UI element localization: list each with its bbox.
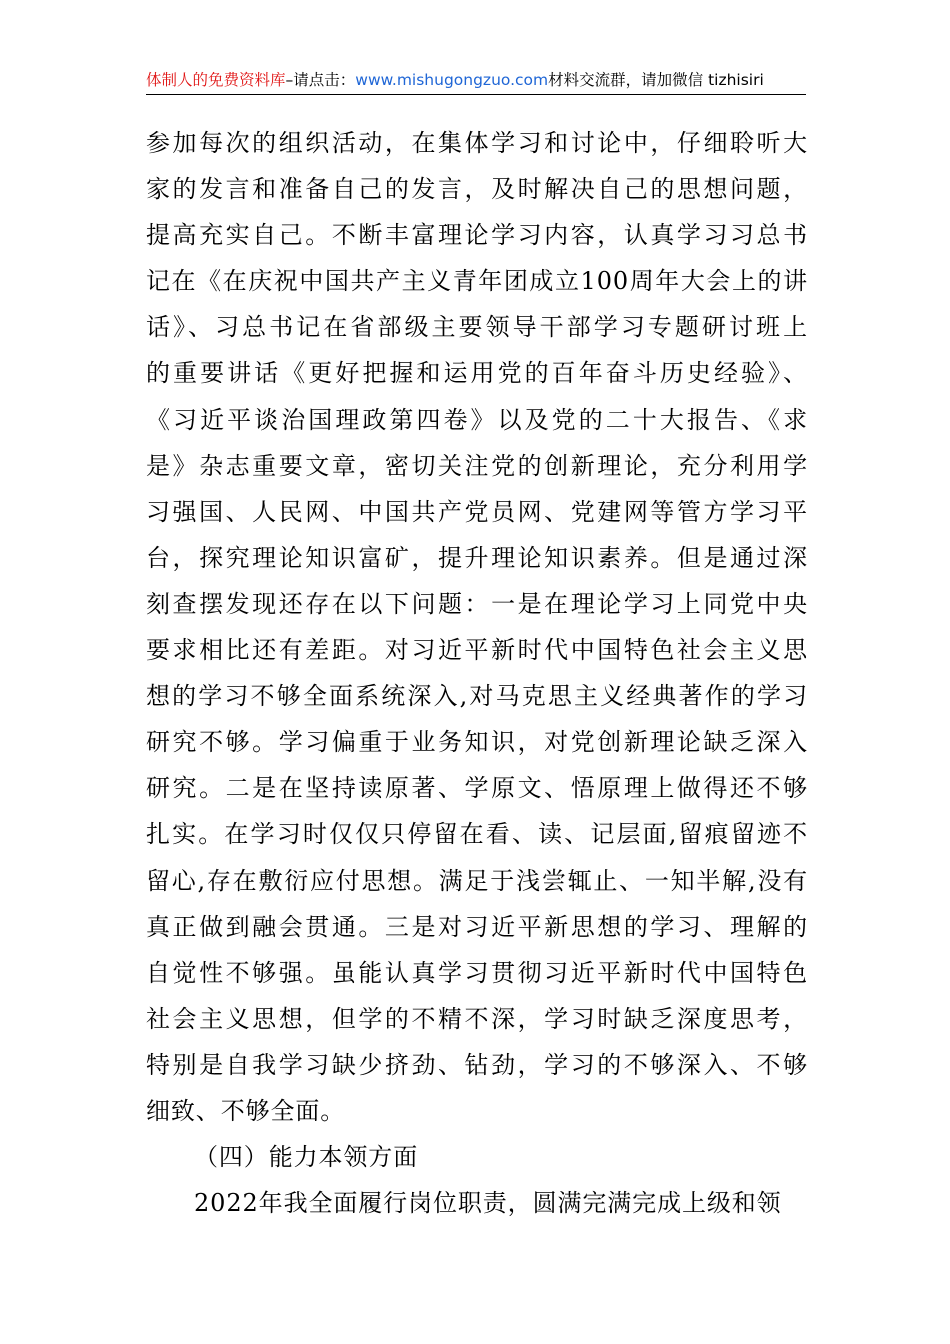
body-line: 提高充实自己。不断丰富理论学习内容，认真学习习总书: [146, 221, 808, 250]
body-line: 台，探究理论知识富矿，提升理论知识素养。但是通过深: [146, 543, 808, 572]
body-line: 留心,存在敷衍应付思想。满足于浅尝辄止、一知半解,没有: [146, 866, 808, 895]
header-url-link[interactable]: www.mishugongzuo.com: [355, 71, 549, 89]
document-body: [146, 120, 808, 1226]
body-line: 自觉性不够强。虽能认真学习贯彻习近平新时代中国特色: [146, 958, 808, 987]
body-line: 真正做到融会贯通。三是对习近平新思想的学习、理解的: [146, 912, 808, 941]
section-heading: （四）能力本领方面: [194, 1143, 419, 1172]
body-line: 研究不够。学习偏重于业务知识，对党创新理论缺乏深入: [146, 728, 808, 757]
body-line: 家的发言和准备自己的发言，及时解决自己的思想问题，: [146, 175, 808, 204]
body-line: 特别是自我学习缺少挤劲、钻劲，学习的不够深入、不够: [146, 1050, 808, 1079]
body-line: 扎实。在学习时仅仅只停留在看、读、记层面,留痕留迹不: [146, 820, 808, 849]
header-click-prompt: –请点击：: [285, 71, 356, 89]
body-line: 参加每次的组织活动，在集体学习和讨论中，仔细聆听大: [146, 129, 808, 157]
body-line: 想的学习不够全面系统深入,对马克思主义经典著作的学习: [146, 682, 808, 711]
body-line: 的重要讲话《更好把握和运用党的百年奋斗历史经验》、: [146, 359, 808, 388]
body-line-last: 细致、不够全面。: [146, 1096, 346, 1125]
header-site-name: 体制人的免费资料库: [146, 71, 286, 89]
header-contact-note: 材料交流群，请加微信 tizhisiri: [548, 71, 764, 89]
body-line: 刻查摆发现还存在以下问题：一是在理论学习上同党中央: [146, 589, 808, 618]
body-line: 话》、习总书记在省部级主要领导干部学习专题研讨班上: [146, 313, 808, 342]
body-line: 社会主义思想，但学的不精不深，学习时缺乏深度思考，: [146, 1004, 808, 1033]
body-line: 研究。二是在坚持读原著、学原文、悟原理上做得还不够: [146, 774, 808, 803]
body-line: 习强国、人民网、中国共产党员网、党建网等管方学习平: [146, 497, 808, 526]
body-line: 要求相比还有差距。对习近平新时代中国特色社会主义思: [146, 636, 808, 665]
body-line: 《习近平谈治国理政第四卷》以及党的二十大报告、《求: [146, 405, 808, 434]
body-line: 记在《在庆祝中国共产主义青年团成立100周年大会上的讲: [146, 267, 808, 296]
page-header: [146, 66, 806, 95]
body-line: 是》杂志重要文章，密切关注党的创新理论，充分利用学: [146, 451, 808, 480]
paragraph-start-line: 2022年我全面履行岗位职责，圆满完满完成上级和领: [194, 1189, 782, 1218]
